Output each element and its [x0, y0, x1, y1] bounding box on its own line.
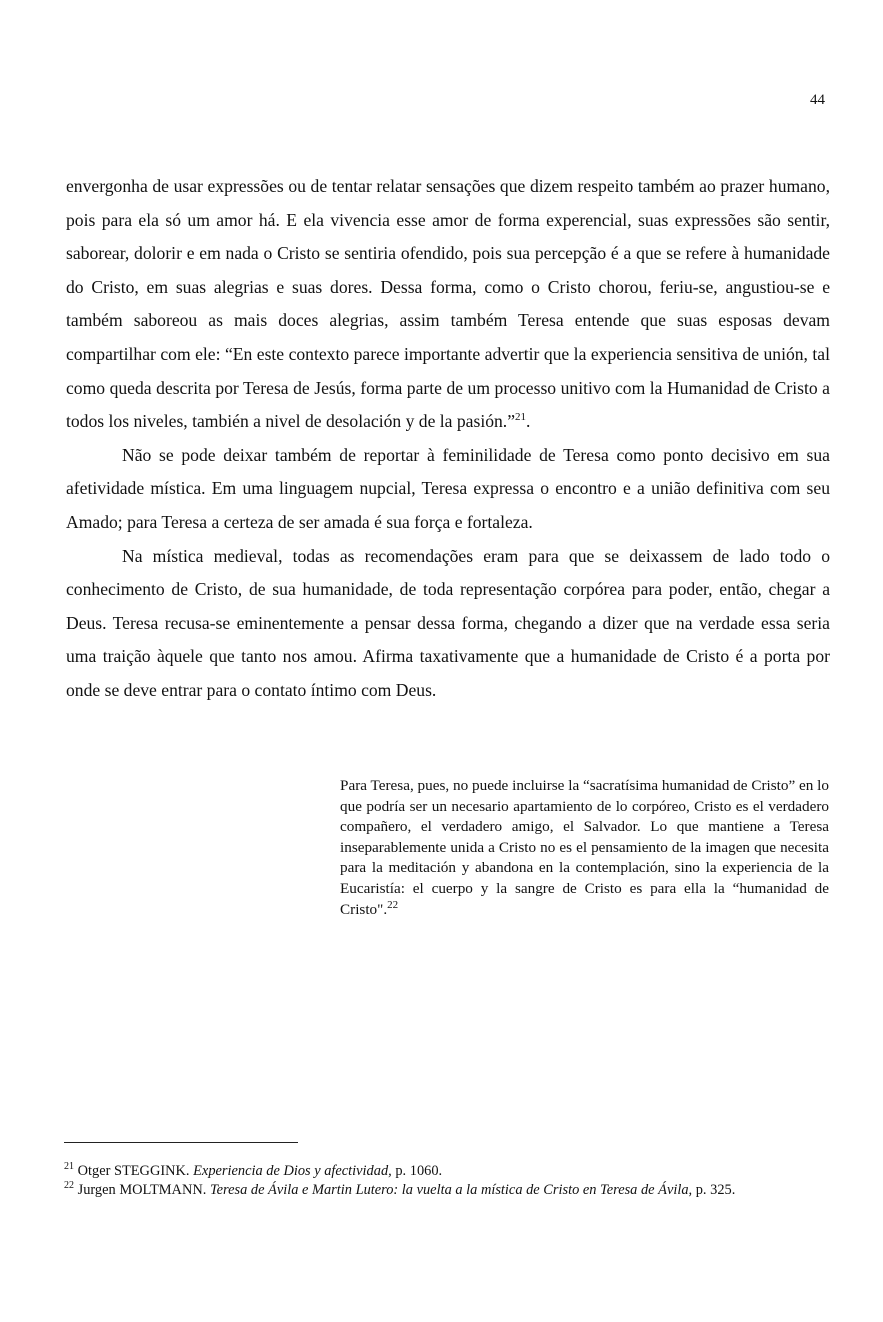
block-quote-text: Para Teresa, pues, no puede incluirse la “sacratísima humanidad de Cristo” en lo que podría ser un necesario apartamiento de lo corpóreo, Cristo es el verdadero compañero, el verdadero amigo, el Salvador. Lo que mantiene a Teresa inseparablemente unida a Cristo no es el pensamiento de la imagen que necesita para la meditación y abandona en la contemplación, sino la experiencia de la Eucaristía: el cuerpo y la sangre de Cristo es para ella la “humanidad de Cristo".	[340, 777, 829, 918]
paragraph-1-tail: .	[526, 411, 531, 432]
footnote-number: 21	[64, 1161, 74, 1173]
footnote-page: p. 325.	[695, 1182, 736, 1198]
footnote-author: Jurgen MOLTMANN.	[77, 1182, 207, 1198]
paragraph-3: Na mística medieval, todas as recomendações eram para que se deixassem de lado todo o conhecimento de Cristo, de sua humanidade, de toda representação corpórea para poder, então, chegar a Deus. Teresa recusa-se eminentemente a pensar dessa forma, chegando a dizer que na verdade essa seria uma traição àquele que tanto nos amou. Afirma taxativamente que a humanidade de Cristo é a porta por onde se deve entrar para o contato íntimo com Deus.	[66, 545, 830, 700]
footnote-title: Experiencia de Dios y afectividad,	[193, 1163, 392, 1179]
footnote-ref-21: 21	[515, 411, 527, 424]
paragraph-1	[66, 170, 830, 439]
footnote-page: p. 1060.	[395, 1163, 443, 1179]
block-quote	[340, 776, 829, 920]
footnotes	[64, 1162, 814, 1200]
footnote-title: Teresa de Ávila e Martin Lutero: la vuelta a la mística de Cristo en Teresa de Ávila,	[209, 1182, 693, 1198]
footnote-divider	[64, 1142, 298, 1143]
paragraph-2: Não se pode deixar também de reportar à feminilidade de Teresa como ponto decisivo em sua afetividade mística. Em uma linguagem nupcial, Teresa expressa o encontro e a união definitiva com seu Amado; para Teresa a certeza de ser amada é sua força e fortaleza.	[66, 444, 830, 532]
paragraph-1-text: envergonha de usar expressões ou de tentar relatar sensações que dizem respeito também ao prazer humano, pois para ela só um amor há. E ela vivencia esse amor de forma experencial, suas expressões são sentir, saborear, dolorir e em nada o Cristo se sentiria ofendido, pois sua percepção é a que se refere à humanidade do Cristo, em suas alegrias e suas dores. Dessa forma, como o Cristo chorou, feriu-se, angustiou-se e também saboreou as mais doces alegrias, assim também Teresa entende que suas esposas devam compartilhar com ele: “En este contexto parece importante advertir que la experiencia sensitiva de unión, tal como queda descrita por Teresa de Jesús, forma parte de um processo unitivo com la Humanidad de Cristo a todos los niveles, también a nivel de desolación y de la pasión.”	[66, 176, 830, 432]
footnote-number: 22	[64, 1180, 74, 1192]
footnote-author: Otger STEGGINK.	[77, 1163, 190, 1179]
footnote-22	[64, 1181, 814, 1200]
main-text	[66, 170, 830, 708]
footnote-ref-22: 22	[387, 898, 399, 911]
footnote-21	[64, 1162, 814, 1181]
page-number: 44	[810, 92, 825, 108]
